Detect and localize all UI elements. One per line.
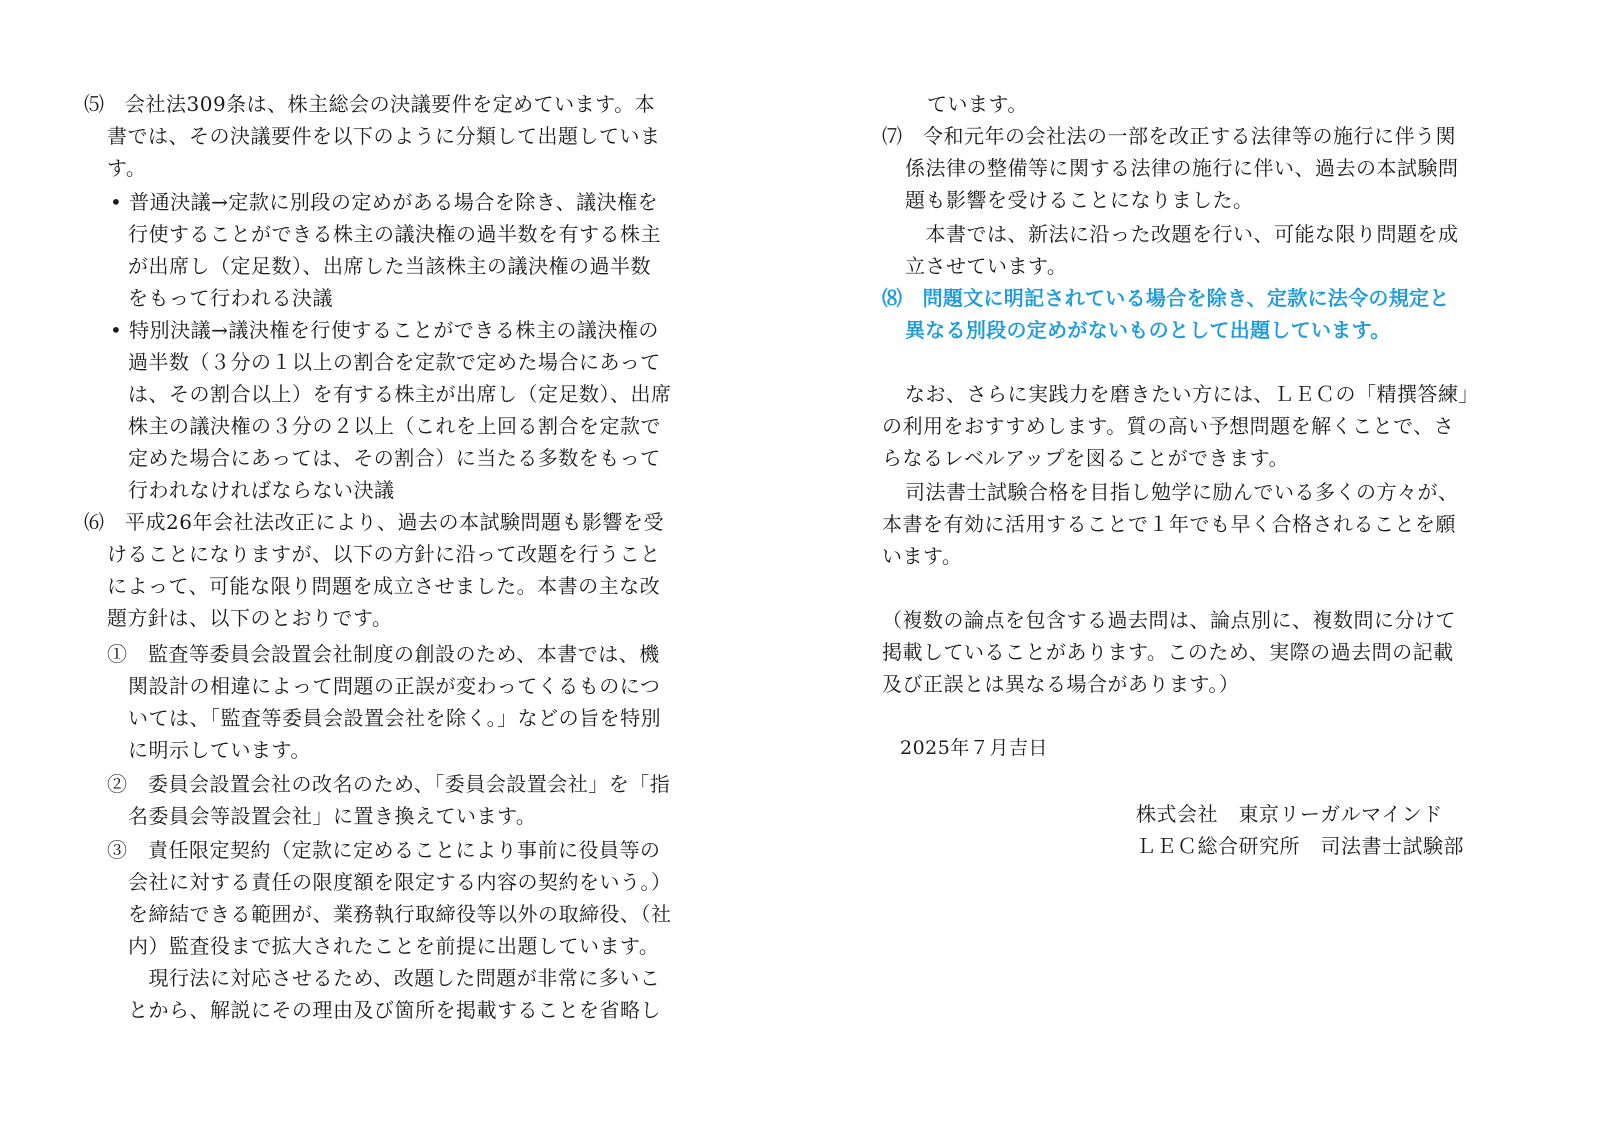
right-page	[800, 0, 1600, 1146]
closing-para-1-line-1: なお、さらに実践力を磨きたい方には、ＬＥＣの「精撰答練」	[905, 382, 1479, 406]
closing-para-1-line-3: らなるレベルアップを図ることができます。	[882, 446, 1289, 470]
note-line-3: 及び正誤とは異なる場合があります。）	[882, 672, 1240, 696]
item-2-line-1: ② 委員会設置会社の改名のため、「委員会設置会社」を「指	[107, 772, 671, 796]
para-7-line-5: 立させています。	[905, 254, 1068, 278]
para-7-line-4: 本書では、新法に沿った改題を行い、可能な限り問題を成	[905, 222, 1459, 246]
closing-para-2-line-1: 司法書士試験合格を目指し勉学に励んでいる多くの方々が、	[905, 480, 1459, 504]
para-6-line-4: 題方針は、以下のとおりです。	[107, 606, 393, 630]
item-3-line-2: 会社に対する責任の限度額を限定する内容の契約をいう。）	[128, 870, 672, 894]
bullet-ordinary-line-1: • 普通決議→定款に別段の定めがある場合を除き、議決権を	[110, 190, 659, 214]
item-1-line-2: 関設計の相違によって問題の正誤が変わってくるものにつ	[128, 674, 661, 698]
item-1-line-4: に明示しています。	[128, 738, 311, 762]
closing-para-1-line-2: の利用をおすすめします。質の高い予想問題を解くことで、さ	[882, 414, 1455, 438]
bullet-special-line-3: は、その割合以上）を有する株主が出席し（定足数）、出席	[128, 382, 672, 406]
date-line: 2025年７月吉日	[900, 737, 1048, 759]
bullet-special-line-1: • 特別決議→議決権を行使することができる株主の議決権の	[110, 318, 659, 342]
bullet-ordinary-line-2: 行使することができる株主の議決権の過半数を有する株主	[128, 222, 661, 246]
item-3-note-line-1: 現行法に対応させるため、改題した問題が非常に多いこ	[128, 966, 661, 990]
para-6-line-2: けることになりますが、以下の方針に沿って改題を行うこと	[107, 542, 661, 566]
bullet-ordinary-line-4: をもって行われる決議	[128, 286, 333, 310]
item-2-line-2: 名委員会等設置会社」に置き換えています。	[128, 804, 537, 828]
para-7-line-2: 係法律の整備等に関する法律の施行に伴い、過去の本試験問	[905, 156, 1459, 180]
para-8-highlight-line-1: ⑻ 問題文に明記されている場合を除き、定款に法令の規定と	[882, 286, 1450, 310]
para-5-line-3: す。	[107, 156, 147, 180]
note-line-1: （複数の論点を包含する過去問は、論点別に、複数問に分けて	[882, 608, 1456, 632]
bullet-special-line-6: 行われなければならない決議	[128, 478, 395, 502]
closing-para-2-line-2: 本書を有効に活用することで１年でも早く合格されることを願	[882, 512, 1456, 536]
para-7-line-1: ⑺ 令和元年の会社法の一部を改正する法律等の施行に伴う関	[882, 124, 1456, 148]
para-7-line-3: 題も影響を受けることになりました。	[905, 188, 1254, 212]
item-3-note-line-3: ています。	[927, 92, 1028, 116]
bullet-special-line-5: 定めた場合にあっては、その割合）に当たる多数をもって	[128, 446, 661, 470]
para-5-line-2: 書では、その決議要件を以下のように分類して出題していま	[107, 124, 661, 148]
item-1-line-3: いては、「監査等委員会設置会社を除く。」などの旨を特別	[128, 706, 662, 730]
publisher-department: ＬＥＣ総合研究所 司法書士試験部	[1136, 834, 1464, 858]
bullet-special-line-2: 過半数（３分の１以上の割合を定款で定めた場合にあって	[128, 350, 661, 374]
item-3-line-1: ③ 責任限定契約（定款に定めることにより事前に役員等の	[107, 838, 661, 862]
item-3-line-3: を締結できる範囲が、業務執行取締役等以外の取締役、（社	[128, 902, 672, 926]
para-5-line-1: ⑸ 会社法309条は、株主総会の決議要件を定めています。本	[84, 92, 656, 116]
para-8-highlight-line-2: 異なる別段の定めがないものとして出題しています。	[905, 318, 1391, 342]
para-6-line-3: によって、可能な限り問題を成立させました。本書の主な改	[107, 574, 661, 598]
bullet-ordinary-line-3: が出席し（定足数）、出席した当該株主の議決権の過半数	[128, 254, 651, 278]
note-line-2: 掲載していることがあります。このため、実際の過去問の記載	[882, 640, 1454, 664]
closing-para-2-line-3: います。	[882, 544, 963, 568]
para-6-line-1: ⑹ 平成26年会社法改正により、過去の本試験問題も影響を受	[84, 510, 664, 534]
bullet-special-line-4: 株主の議決権の３分の２以上（これを上回る割合を定款で	[128, 414, 661, 438]
item-3-line-4: 内）監査役まで拡大されたことを前提に出題しています。	[128, 934, 660, 958]
item-3-note-line-2: とから、解説にその理由及び箇所を掲載することを省略し	[128, 998, 661, 1022]
publisher-company: 株式会社 東京リーガルマインド	[1136, 802, 1443, 826]
item-1-line-1: ① 監査等委員会設置会社制度の創設のため、本書では、機	[107, 642, 660, 666]
